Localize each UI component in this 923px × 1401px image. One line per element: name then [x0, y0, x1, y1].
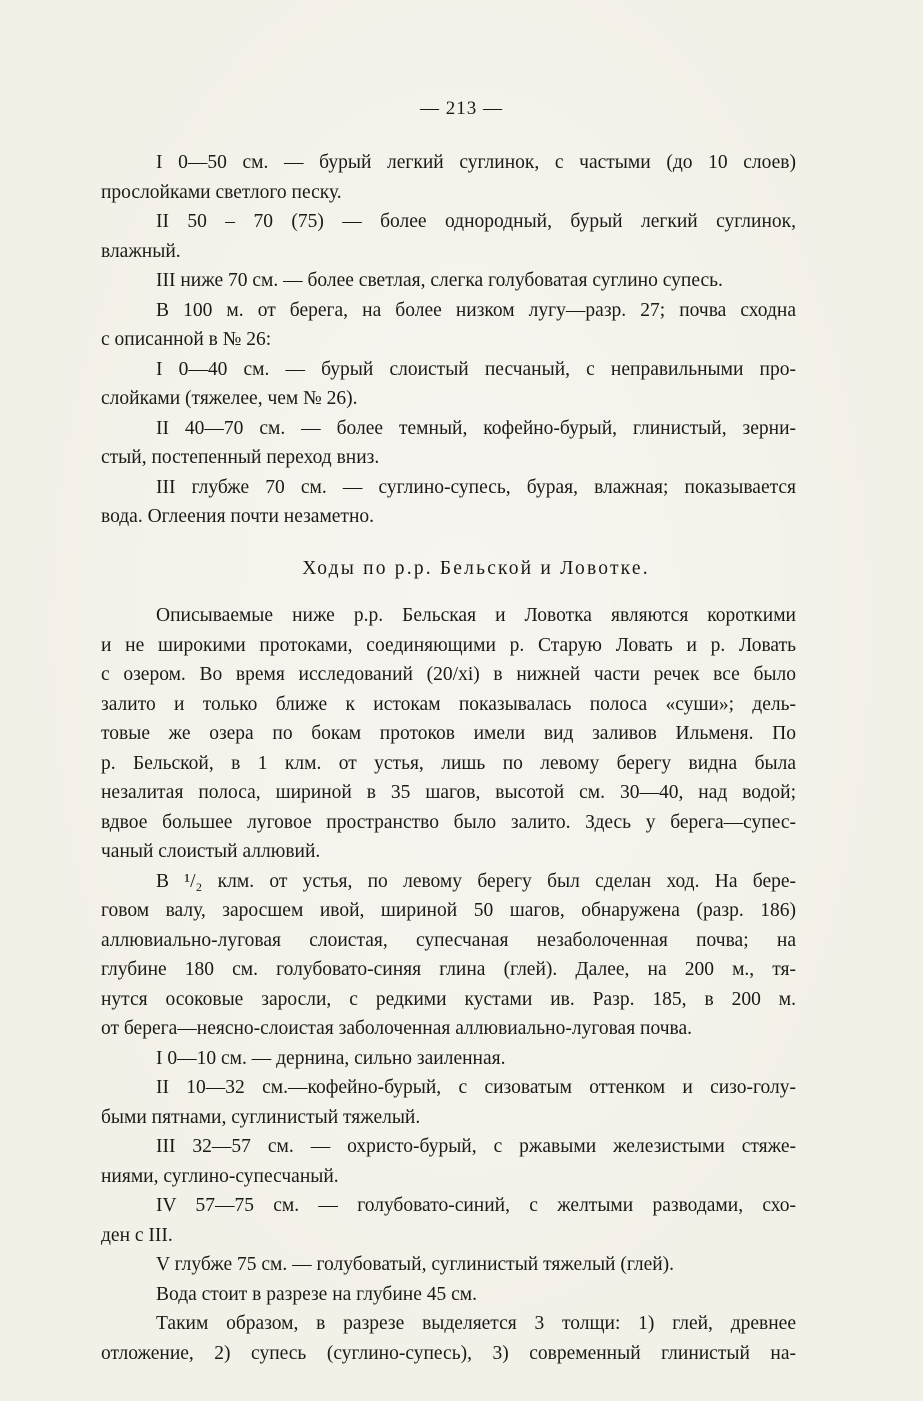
- text-line: Таким образом, в разрезе выделяется 3 толщи: 1) глей, древнее: [156, 1313, 796, 1334]
- text-line: стый, постепенный переход вниз.: [101, 447, 380, 468]
- text-line: р. Бельской, в 1 клм. от устья, лишь по левому берегу видна была: [101, 752, 796, 774]
- text-line: II 40—70 см. — более темный, кофейно-бурый, глинистый, зерни-: [156, 417, 796, 439]
- text-line: I 0—50 см. — бурый легкий суглинок, с частыми (до 10 слоев): [156, 152, 796, 173]
- text-line: прослойками светлого песку.: [101, 181, 342, 203]
- text-line: II 50 – 70 (75) — более однородный, бурый легкий суглинок,: [156, 211, 796, 232]
- text-line: III глубже 70 см. — суглино-супесь, бурая, влажная; показывается: [156, 476, 796, 498]
- text-line: ниями, суглино-супесчаный.: [101, 1165, 339, 1187]
- section-heading: Ходы по р.р. Бельской и Ловотке.: [302, 557, 650, 579]
- text-line: товые же озера по бокам протоков имели вид заливов Ильменя. По: [101, 723, 796, 744]
- page-number: — 213 —: [420, 98, 503, 119]
- text-line: с озером. Во время исследований (20/xi) в нижней части речек все было: [101, 664, 796, 685]
- text-line: слойками (тяжелее, чем № 26).: [101, 388, 358, 409]
- text-line: говом валу, заросшем ивой, шириной 50 шагов, обнаружена (разр. 186): [101, 900, 796, 921]
- text-line: I 0—10 см. — дернина, сильно заиленная.: [156, 1047, 506, 1069]
- text-line: Описываемые ниже р.р. Бельская и Ловотка являются короткими: [156, 605, 796, 626]
- text-line: Вода стоит в разрезе на глубине 45 см.: [156, 1283, 477, 1305]
- text-line: нутся осоковые заросли, с редкими кустами ив. Разр. 185, в 200 м.: [101, 988, 796, 1010]
- text-line: В 100 м. от берега, на более низком лугу—разр. 27; почва сходна: [156, 299, 796, 321]
- text-line: влажный.: [101, 240, 181, 262]
- text-line: вода. Оглеения почти незаметно.: [101, 506, 375, 527]
- text-line: с описанной в № 26:: [101, 329, 272, 350]
- text-line: III ниже 70 см. — более светлая, слегка голубоватая суглино супесь.: [156, 270, 723, 291]
- text-line: вдвое большее луговое пространство было залито. Здесь у берега—супес-: [101, 811, 796, 833]
- text-line: ден с III.: [101, 1224, 173, 1246]
- text-line: от берега—неясно-слоистая заболоченная аллювиально-луговая почва.: [101, 1018, 693, 1039]
- text-line: III 32—57 см. — охристо-бурый, с ржавыми железистыми стяже-: [156, 1136, 796, 1157]
- text-line: В ¹/₂ клм. от устья, по левому берегу был сделан ход. На бере-: [156, 870, 796, 892]
- text-line: II 10—32 см.—кофейно-бурый, с сизоватым оттенком и сизо-голу-: [156, 1077, 796, 1098]
- text-line: глубине 180 см. голубовато-синяя глина (глей). Далее, на 200 м., тя-: [101, 959, 796, 980]
- text-line: залито и только ближе к истокам показывалась полоса «суши»; дель-: [101, 693, 796, 715]
- text-line: IV 57—75 см. — голубовато-синий, с желтыми разводами, схо-: [156, 1195, 796, 1216]
- text-line: и не широкими протоками, соединяющими р. Старую Ловать и р. Ловать: [101, 634, 796, 656]
- text-line: незалитая полоса, шириной в 35 шагов, высотой см. 30—40, над водой;: [101, 782, 796, 803]
- body-text: [101, 148, 796, 1368]
- text-line: I 0—40 см. — бурый слоистый песчаный, с неправильными про-: [156, 358, 796, 380]
- text-line: V глубже 75 см. — голубоватый, суглинистый тяжелый (глей).: [156, 1254, 675, 1275]
- text-line: аллювиально-луговая слоистая, супесчаная незаболоченная почва; на: [101, 929, 796, 951]
- text-line: быми пятнами, суглинистый тяжелый.: [101, 1106, 421, 1128]
- text-line: чаный слоистый аллювий.: [101, 841, 321, 862]
- text-line: отложение, 2) супесь (суглино-супесь), 3) современный глинистый на-: [101, 1342, 796, 1364]
